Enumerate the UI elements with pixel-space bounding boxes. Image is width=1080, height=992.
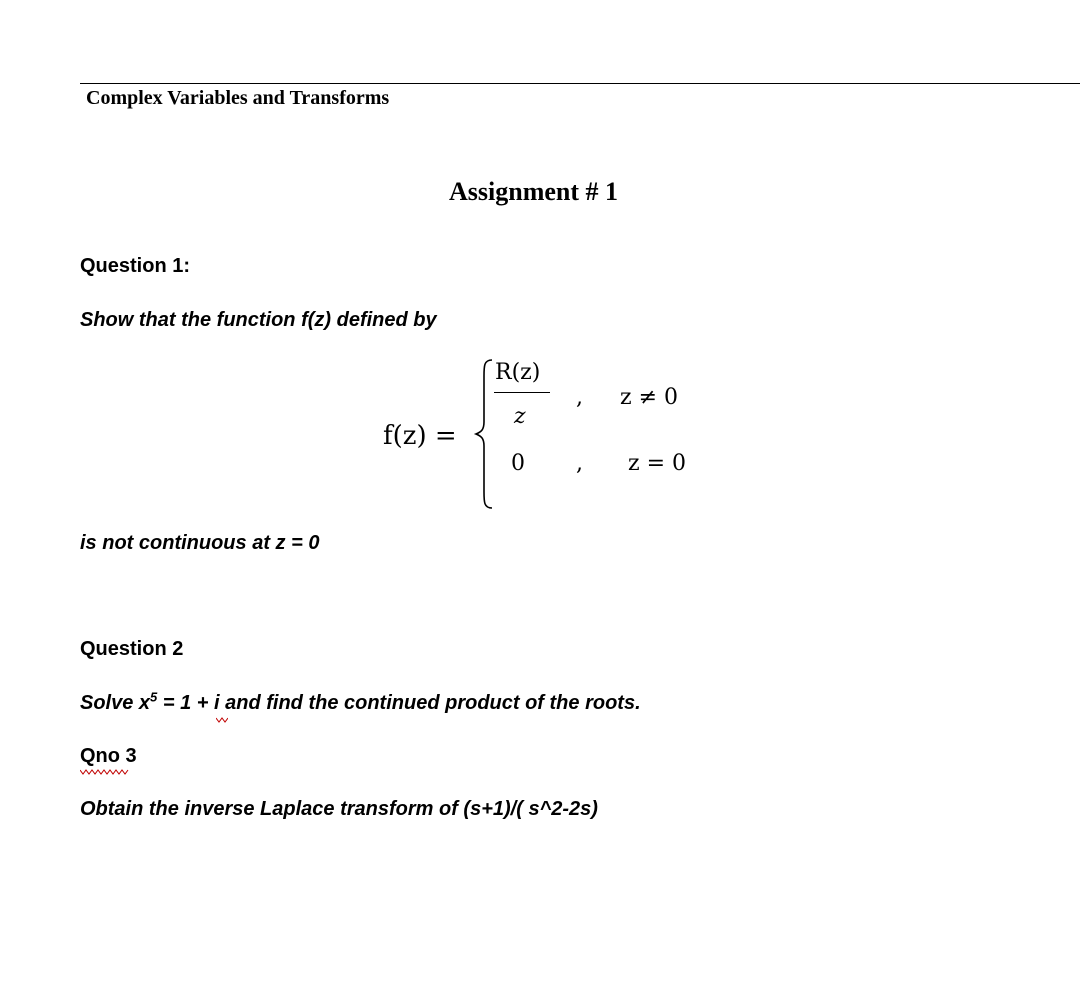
question-2-text-after: and find the continued product of the roots.	[219, 692, 641, 714]
equation-lhs: f(z) =	[383, 421, 457, 451]
question-2-heading: Question 2	[80, 638, 184, 660]
fraction-numerator: R(z)	[495, 360, 541, 385]
question-1-heading: Question 1:	[80, 255, 191, 277]
assignment-title: Assignment # 1	[449, 177, 619, 206]
question-2-text-before: Solve x	[80, 692, 151, 714]
spellcheck-squiggle-icon	[216, 717, 228, 723]
case-2-condition: z = 0	[628, 451, 687, 476]
question-2-text	[80, 689, 641, 715]
question-1-prompt: Show that the function f(z) defined by	[80, 309, 437, 331]
case-2-value: 0	[511, 451, 525, 476]
fraction-denominator: z	[514, 404, 526, 429]
header-rule	[80, 83, 1080, 84]
case-2-separator: ,	[576, 451, 583, 476]
question-3-heading: Qno 3	[80, 745, 137, 767]
left-brace-icon	[472, 358, 496, 510]
question-2-text-mid: = 1 +	[157, 692, 214, 714]
case-1-condition: z ≠ 0	[620, 385, 679, 410]
fraction-bar	[494, 392, 550, 393]
question-3-prompt: Obtain the inverse Laplace transform of (s+1)/( s^2-2s)	[80, 798, 598, 820]
question-1-conclusion: is not continuous at z = 0	[80, 532, 320, 554]
case-1-separator: ,	[576, 385, 583, 410]
exponent: 5	[150, 689, 158, 705]
spellcheck-squiggle-icon	[80, 769, 130, 775]
course-title: Complex Variables and Transforms	[86, 87, 390, 109]
imaginary-unit: i	[214, 692, 220, 714]
